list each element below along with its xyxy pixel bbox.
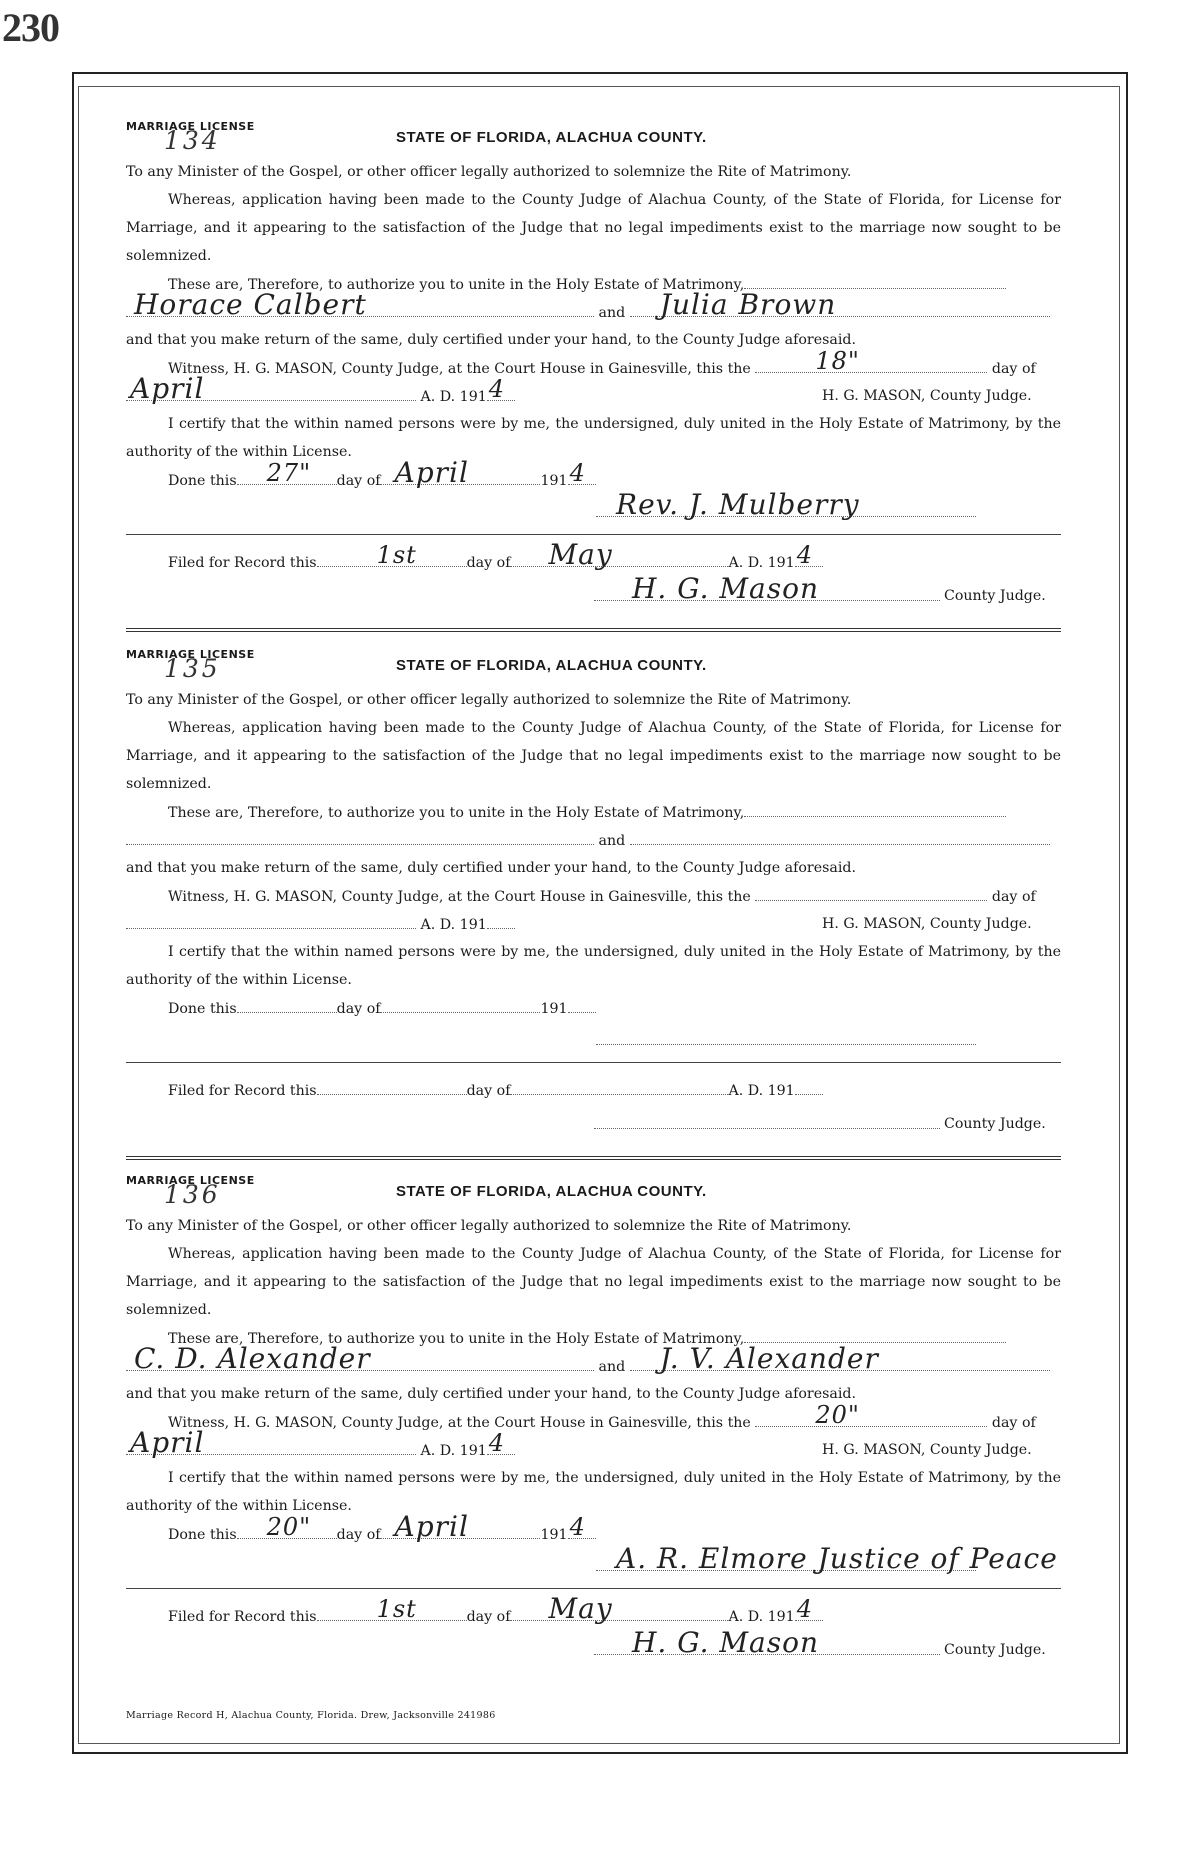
filed-label: Filed for Record this	[168, 1609, 317, 1625]
authorize-text: These are, Therefore, to authorize you to unite in the Holy Estate of Matrimony,	[168, 805, 745, 821]
witness-month: April	[130, 372, 205, 405]
authorize-line	[126, 798, 1061, 826]
whereas-line-1: Whereas, application having been made to the County Judge of Alachua County, of the State of Florida, for License for	[168, 720, 1061, 736]
filed-day: 1st	[376, 541, 417, 569]
groom-name: Horace Calbert	[134, 288, 367, 321]
names-line	[126, 826, 1061, 854]
done-day: 20"	[266, 1513, 312, 1541]
officiant-line	[126, 1542, 1061, 1580]
month-line	[126, 910, 1061, 938]
county-judge-line	[126, 1626, 1061, 1664]
done-line	[126, 456, 1061, 494]
to-any-line: To any Minister of the Gospel, or other officer legally authorized to solemnize the Rite of Matrimony.	[126, 692, 852, 708]
done-year: 4	[569, 459, 586, 487]
certify-line-2: authority of the within License.	[126, 1498, 352, 1514]
license-number: 135	[164, 654, 221, 683]
whereas-line-2: Marriage, and it appearing to the satisfaction of the Judge that no legal impediments exist to the marriage now sought to be	[126, 220, 1061, 236]
to-any-line: To any Minister of the Gospel, or other officer legally authorized to solemnize the Rite of Matrimony.	[126, 164, 852, 180]
filed-line	[126, 1592, 1061, 1630]
license-label: MARRIAGE LICENSE	[126, 648, 255, 661]
printer-footer: Marriage Record H, Alachua County, Florida. Drew, Jacksonville 241986	[126, 1710, 496, 1721]
section-rule	[126, 534, 1061, 535]
authorize-text: These are, Therefore, to authorize you to unite in the Holy Estate of Matrimony,	[168, 1331, 745, 1347]
filed-day: 1st	[376, 1595, 417, 1623]
license-number: 136	[164, 1180, 221, 1209]
witness-text: Witness, H. G. MASON, County Judge, at the Court House in Gainesville, this the	[168, 1415, 751, 1431]
witness-year: 4	[488, 375, 506, 403]
done-month: April	[394, 1510, 469, 1543]
done-year: 4	[569, 1513, 586, 1541]
whereas-line-3: solemnized.	[126, 1302, 212, 1318]
whereas-line-2: Marriage, and it appearing to the satisfaction of the Judge that no legal impediments exist to the marriage now sought to be	[126, 748, 1061, 764]
done-line	[126, 994, 1061, 1022]
clerk-sign-line	[594, 1626, 940, 1659]
done-day-of: day of	[336, 473, 381, 489]
whereas-line-1: Whereas, application having been made to the County Judge of Alachua County, of the State of Florida, for License for	[168, 1246, 1061, 1262]
state-title: STATE OF FLORIDA, ALACHUA COUNTY.	[396, 1183, 707, 1200]
bride-name: Julia Brown	[659, 288, 837, 321]
filed-day-of: day of	[466, 1609, 511, 1625]
clerk-signature: H. G. Mason	[632, 572, 820, 605]
bride-name: J. V. Alexander	[659, 1342, 879, 1375]
done-label: Done this	[168, 473, 237, 489]
filed-day-of: day of	[466, 1083, 511, 1099]
filed-ad: A. D. 191	[728, 1083, 795, 1099]
filed-label: Filed for Record this	[168, 1083, 317, 1099]
month-line	[126, 1426, 1061, 1464]
county-judge-label: County Judge.	[944, 1116, 1046, 1132]
and-label: and	[598, 833, 626, 849]
to-any-line: To any Minister of the Gospel, or other officer legally authorized to solemnize the Rite of Matrimony.	[126, 1218, 852, 1234]
license-label: MARRIAGE LICENSE	[126, 120, 255, 133]
day-of-label: day of	[991, 361, 1036, 377]
county-judge-label: County Judge.	[944, 588, 1046, 604]
whereas-line-1: Whereas, application having been made to the County Judge of Alachua County, of the State of Florida, for License for	[168, 192, 1061, 208]
groom-name: C. D. Alexander	[134, 1342, 371, 1375]
judge-label: H. G. MASON, County Judge.	[822, 916, 1032, 932]
filed-year: 4	[796, 1595, 813, 1623]
done-label: Done this	[168, 1527, 237, 1543]
done-year-prefix: 191	[540, 473, 568, 489]
state-title: STATE OF FLORIDA, ALACHUA COUNTY.	[396, 129, 707, 146]
filed-label: Filed for Record this	[168, 555, 317, 571]
ad-label: A. D. 191	[420, 389, 487, 405]
witness-year: 4	[488, 1429, 506, 1457]
ad-label: A. D. 191	[420, 1443, 487, 1459]
officiant-line	[126, 1026, 1061, 1054]
section-divider	[126, 1156, 1061, 1160]
filed-day-of: day of	[466, 555, 511, 571]
filed-month: May	[548, 1592, 613, 1625]
witness-month: April	[130, 1426, 205, 1459]
judge-label: H. G. MASON, County Judge.	[822, 388, 1032, 404]
judge-label: H. G. MASON, County Judge.	[822, 1442, 1032, 1458]
done-day-of: day of	[336, 1527, 381, 1543]
county-judge-line	[126, 572, 1061, 610]
license-number: 134	[164, 126, 221, 155]
done-day-of: day of	[336, 1001, 381, 1017]
certify-line-2: authority of the within License.	[126, 972, 352, 988]
authorize-text: These are, Therefore, to authorize you to unite in the Holy Estate of Matrimony,	[168, 277, 745, 293]
month-line	[126, 372, 1061, 410]
certify-line-1: I certify that the within named persons were by me, the undersigned, duly united in the Holy Estate of Matrimony, by the	[168, 944, 1061, 960]
filed-line	[126, 1076, 1061, 1104]
witness-day: 20"	[815, 1401, 860, 1429]
filed-line	[126, 538, 1061, 576]
return-line: and that you make return of the same, duly certified under your hand, to the County Judge aforesaid.	[126, 1386, 856, 1402]
witness-day: 18"	[815, 347, 860, 375]
names-line	[126, 288, 1061, 326]
ad-label: A. D. 191	[420, 917, 487, 933]
witness-text: Witness, H. G. MASON, County Judge, at the Court House in Gainesville, this the	[168, 361, 751, 377]
witness-text: Witness, H. G. MASON, County Judge, at the Court House in Gainesville, this the	[168, 889, 751, 905]
county-judge-line	[126, 1110, 1061, 1138]
done-day: 27"	[266, 459, 312, 487]
witness-line	[126, 1401, 1061, 1436]
filed-ad: A. D. 191	[728, 555, 795, 571]
section-rule	[126, 1062, 1061, 1063]
officiant-signature: Rev. J. Mulberry	[616, 488, 860, 521]
done-month: April	[394, 456, 469, 489]
whereas-line-3: solemnized.	[126, 248, 212, 264]
clerk-sign-line	[594, 1110, 940, 1129]
witness-line	[126, 347, 1061, 382]
and-label: and	[598, 1359, 626, 1375]
license-label: MARRIAGE LICENSE	[126, 1174, 255, 1187]
and-label: and	[598, 305, 626, 321]
county-judge-label: County Judge.	[944, 1642, 1046, 1658]
filed-year: 4	[796, 541, 813, 569]
witness-line	[126, 882, 1061, 910]
page-number: 230	[2, 5, 59, 50]
state-title: STATE OF FLORIDA, ALACHUA COUNTY.	[396, 657, 707, 674]
day-of-label: day of	[991, 1415, 1036, 1431]
certify-line-2: authority of the within License.	[126, 444, 352, 460]
names-line	[126, 1342, 1061, 1380]
certify-line-1: I certify that the within named persons were by me, the undersigned, duly united in the Holy Estate of Matrimony, by the	[168, 416, 1061, 432]
done-year-prefix: 191	[540, 1001, 568, 1017]
officiant-signature: A. R. Elmore Justice of Peace	[616, 1542, 1058, 1575]
return-line: and that you make return of the same, duly certified under your hand, to the County Judge aforesaid.	[126, 860, 856, 876]
clerk-sign-line	[594, 572, 940, 605]
officiant-line	[126, 488, 1061, 526]
section-divider	[126, 628, 1061, 632]
return-line: and that you make return of the same, duly certified under your hand, to the County Judge aforesaid.	[126, 332, 856, 348]
section-rule	[126, 1588, 1061, 1589]
clerk-signature: H. G. Mason	[632, 1626, 820, 1659]
done-year-prefix: 191	[540, 1527, 568, 1543]
whereas-line-2: Marriage, and it appearing to the satisfaction of the Judge that no legal impediments exist to the marriage now sought to be	[126, 1274, 1061, 1290]
day-of-label: day of	[991, 889, 1036, 905]
filed-ad: A. D. 191	[728, 1609, 795, 1625]
certify-line-1: I certify that the within named persons were by me, the undersigned, duly united in the Holy Estate of Matrimony, by the	[168, 1470, 1061, 1486]
whereas-line-3: solemnized.	[126, 776, 212, 792]
filed-month: May	[548, 538, 613, 571]
done-label: Done this	[168, 1001, 237, 1017]
